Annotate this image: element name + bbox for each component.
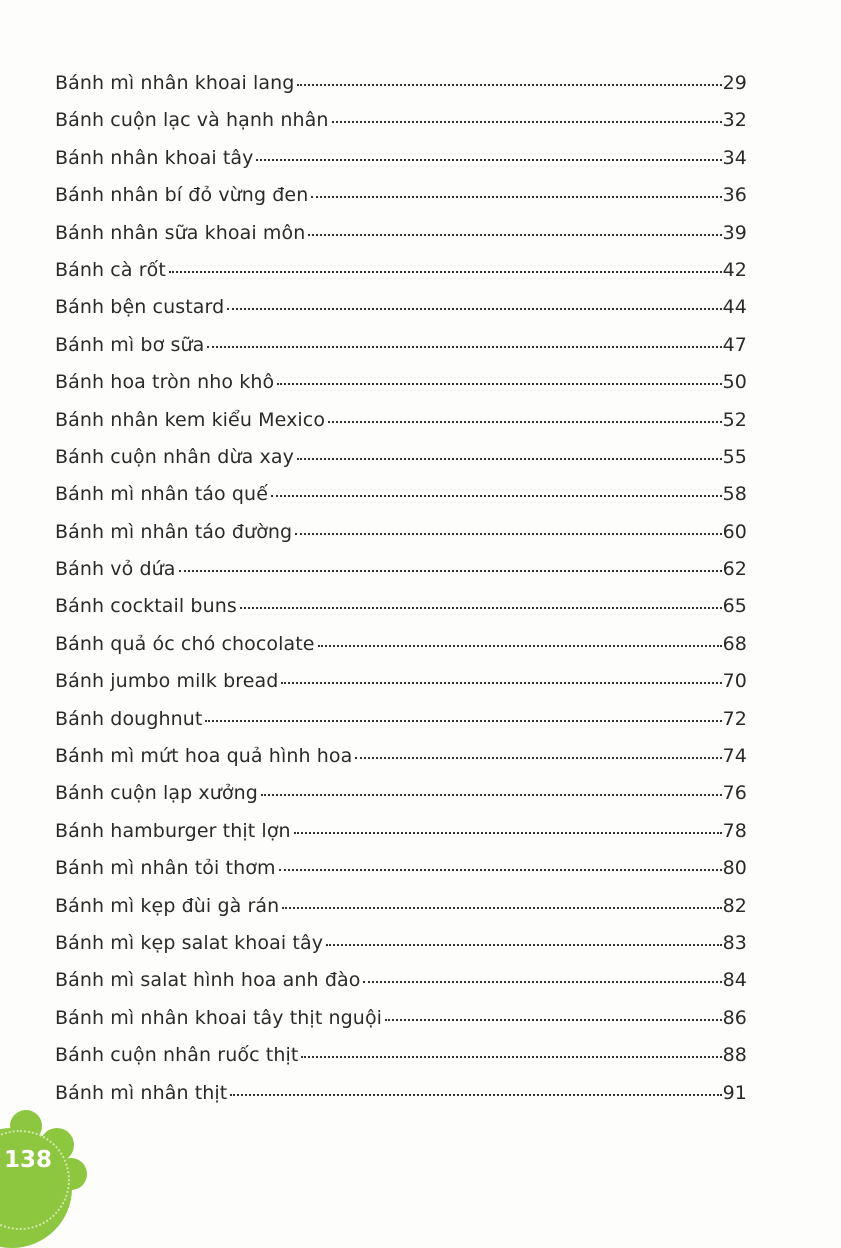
toc-entry [55,222,747,259]
toc-entry-page: 91 [722,1081,747,1104]
toc-entry [55,670,747,707]
dot-leader [261,794,722,796]
dot-leader [282,907,721,909]
toc-entry-title: Bánh mì bơ sữa [55,333,205,356]
dot-leader [355,757,721,759]
toc-entry-page: 52 [722,408,747,431]
toc-entry-title: Bánh vỏ dứa [55,558,176,581]
toc-entry-page: 76 [722,782,747,805]
toc-entry-title: Bánh hamburger thịt lợn [55,819,291,842]
toc-entry-page: 84 [722,969,747,992]
toc-entry-title: Bánh mì kẹp đùi gà rán [55,894,280,917]
toc-entry [55,334,747,371]
dot-leader [179,570,722,572]
toc-entry [55,932,747,969]
toc-entry-title: Bánh cuộn nhân dừa xay [55,445,294,468]
toc-entry-title: Bánh cuộn nhân ruốc thịt [55,1044,299,1067]
toc-entry-page: 60 [722,520,747,543]
toc-entry-title: Bánh jumbo milk bread [55,670,279,693]
toc-entry-title: Bánh doughnut [55,707,203,730]
toc-entry-page: 50 [722,371,747,394]
toc-entry [55,521,747,558]
toc-entry-page: 65 [722,595,747,618]
dot-leader [277,383,721,385]
toc-entry-title: Bánh mì nhân tỏi thơm [55,857,276,880]
dot-leader [169,271,722,273]
dot-leader [279,869,722,871]
table-of-contents [55,72,747,1119]
toc-entry-title: Bánh mì nhân thịt [55,1081,228,1104]
toc-entry-page: 29 [722,72,747,94]
toc-entry-page: 72 [722,707,747,730]
toc-entry-page: 34 [722,146,747,169]
toc-entry-title: Bánh mì mứt hoa quả hình hoa [55,745,353,768]
toc-entry [55,820,747,857]
toc-entry-title: Bánh mì nhân khoai tây thịt nguội [55,1006,383,1029]
toc-entry [55,969,747,1006]
toc-entry-title: Bánh mì nhân táo quế [55,483,268,506]
dot-leader [230,1094,721,1096]
toc-entry [55,595,747,632]
dot-leader [385,1019,722,1021]
toc-entry-page: 83 [722,931,747,954]
toc-entry [55,446,747,483]
dot-leader [295,533,721,535]
dot-leader [227,308,721,310]
toc-entry [55,745,747,782]
toc-entry-title: Bánh cuộn lạc và hạnh nhân [55,109,329,132]
dot-leader [363,981,721,983]
toc-entry-page: 68 [722,632,747,655]
toc-entry-page: 78 [722,819,747,842]
toc-entry-page: 82 [722,894,747,917]
dot-leader [281,682,721,684]
toc-entry-title: Bánh mì nhân khoai lang [55,72,295,94]
toc-entry-page: 44 [722,296,747,319]
dot-leader [294,832,722,834]
toc-entry [55,72,747,109]
dot-leader [308,234,721,236]
toc-entry-title: Bánh cocktail buns [55,595,237,618]
dot-leader [205,720,721,722]
toc-entry [55,259,747,296]
toc-entry [55,708,747,745]
dot-leader [311,196,721,198]
dot-leader [271,495,722,497]
toc-entry-page: 55 [722,445,747,468]
toc-entry [55,409,747,446]
toc-entry [55,109,747,146]
toc-entry-page: 32 [722,109,747,132]
toc-entry [55,184,747,221]
toc-entry-page: 86 [722,1006,747,1029]
page-number: 138 [4,1147,53,1173]
toc-entry-title: Bánh nhân kem kiểu Mexico [55,408,326,431]
toc-entry-page: 39 [722,221,747,244]
dot-leader [240,607,722,609]
dot-leader [207,346,721,348]
toc-entry-title: Bánh hoa tròn nho khô [55,371,275,394]
dot-leader [318,645,722,647]
toc-entry-title: Bánh mì nhân táo đường [55,520,293,543]
toc-entry-title: Bánh mì salat hình hoa anh đào [55,969,361,992]
dot-leader [256,159,721,161]
toc-entry-page: 74 [722,745,747,768]
dot-leader [301,1056,721,1058]
dot-leader [332,121,722,123]
toc-entry-page: 42 [722,258,747,281]
toc-entry-title: Bánh nhân khoai tây [55,146,254,169]
dot-leader [326,944,722,946]
toc-entry-title: Bánh bện custard [55,296,225,319]
toc-entry [55,483,747,520]
toc-entry [55,296,747,333]
toc-entry-title: Bánh cà rốt [55,258,166,281]
toc-entry [55,1044,747,1081]
toc-entry-page: 70 [722,670,747,693]
toc-entry [55,1007,747,1044]
toc-entry [55,147,747,184]
toc-entry [55,371,747,408]
toc-entry [55,895,747,932]
toc-entry-page: 47 [722,333,747,356]
toc-entry [55,633,747,670]
toc-entry-page: 36 [722,184,747,207]
toc-entry [55,1082,747,1119]
toc-entry-page: 80 [722,857,747,880]
toc-entry-page: 58 [722,483,747,506]
toc-entry-title: Bánh nhân sữa khoai môn [55,221,306,244]
toc-entry-page: 62 [722,558,747,581]
toc-entry [55,558,747,595]
toc-entry-title: Bánh quả óc chó chocolate [55,632,315,655]
toc-entry-title: Bánh cuộn lạp xưởng [55,782,258,805]
toc-entry-title: Bánh mì kẹp salat khoai tây [55,931,324,954]
toc-entry [55,782,747,819]
dot-leader [328,421,722,423]
toc-entry-page: 88 [722,1044,747,1067]
toc-entry-title: Bánh nhân bí đỏ vừng đen [55,184,309,207]
dot-leader [297,458,722,460]
dot-leader [297,84,721,86]
toc-entry [55,857,747,894]
